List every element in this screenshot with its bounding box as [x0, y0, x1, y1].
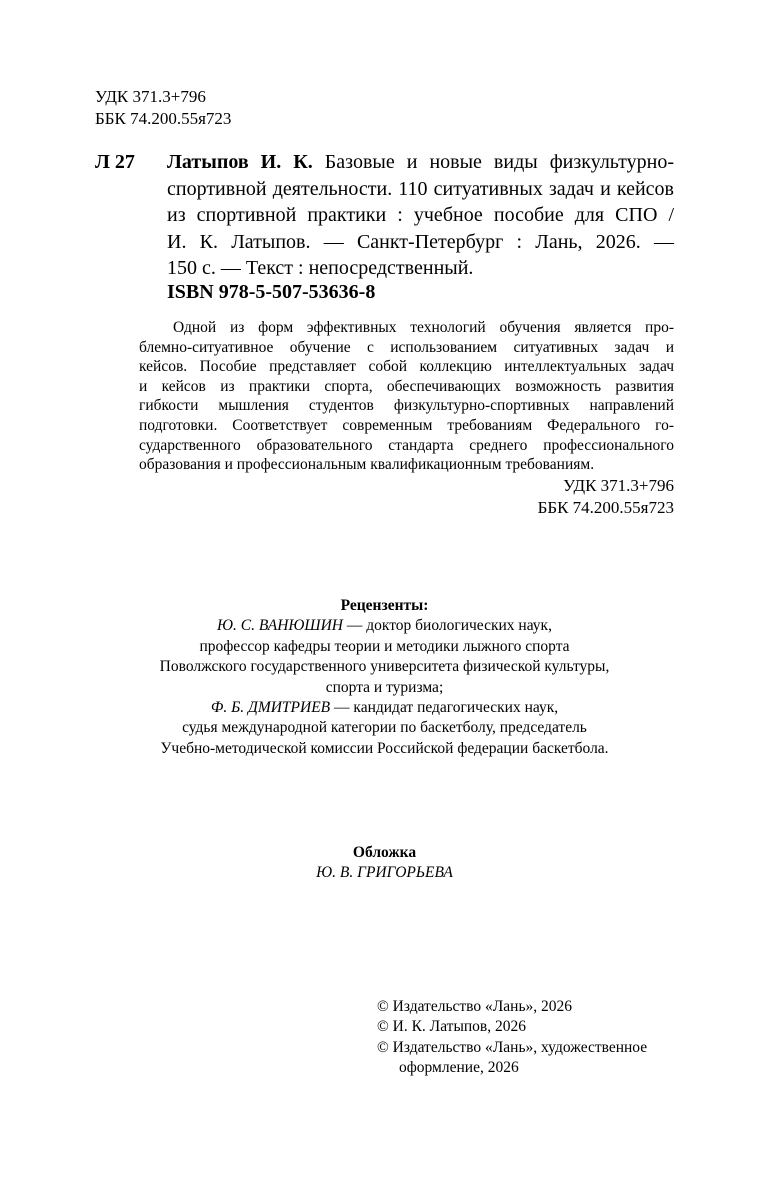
annotation-line: подготовки. Соответствует современным требованиям Федерального го-: [139, 416, 674, 434]
bibliographic-entry: [167, 149, 674, 282]
copyright-line: оформление, 2026: [399, 1059, 519, 1077]
entry-line: 150 с. — Текст : непосредственный.: [167, 257, 474, 279]
reviewer-1-detail: Поволжского государственного университета физической культуры,: [159, 658, 610, 676]
header-udk: УДК 371.3+796: [95, 87, 206, 106]
reviewer-1-detail: спорта и туризма;: [325, 678, 444, 696]
reviewers-block: [95, 596, 674, 759]
reviewer-2-line: [95, 698, 674, 718]
reviewers-heading: Рецензенты:: [340, 597, 429, 614]
cutter-number: Л 27: [95, 151, 135, 173]
reviewer-1-detail: профессор кафедры теории и методики лыжного спорта: [199, 637, 570, 655]
reviewer-1-line: [95, 616, 674, 636]
footer-classification-codes: [538, 475, 674, 519]
entry-line: И. К. Латыпов. — Санкт-Петербург : Лань, 2026. —: [167, 230, 674, 253]
annotation-line: блемно-ситуативное обучение с использованием ситуативных задач и: [139, 338, 674, 356]
annotation-line: Одной из форм эффективных технологий обучения является про-: [173, 319, 674, 336]
header-bbk: ББК 74.200.55я723: [95, 109, 232, 128]
copyright-notices: [377, 997, 677, 1079]
footer-udk: УДК 371.3+796: [563, 476, 674, 495]
entry-line-text: Базовые и новые виды физкультурно-: [324, 151, 675, 173]
entry-author: Латыпов И. К.: [167, 151, 313, 173]
annotation-line: образования и профессиональным квалификационным требованиям.: [139, 456, 595, 474]
isbn: ISBN 978-5-507-53636-8: [167, 281, 376, 303]
reviewer-2-name: Ф. Б. ДМИТРИЕВ: [210, 699, 331, 717]
copyright-line: © И. К. Латыпов, 2026: [377, 1018, 526, 1036]
reviewer-2-detail: судья международной категории по баскетболу, председатель: [182, 719, 587, 737]
reviewer-2-degree: — кандидат педагогических наук,: [330, 699, 559, 717]
annotation: [139, 318, 674, 475]
reviewer-1-name: Ю. С. ВАНЮШИН: [217, 617, 343, 635]
annotation-line: и кейсов из практики спорта, обеспечивающих возможность развития: [139, 377, 674, 395]
annotation-line: сударственного образовательного стандарта среднего профессионального: [139, 436, 674, 454]
cover-credit: [95, 843, 674, 884]
cover-designer: Ю. В. ГРИГОРЬЕВА: [316, 864, 453, 882]
entry-line: спортивной деятельности. 110 ситуативных задач и кейсов: [167, 177, 674, 200]
annotation-line: гибкости мышления студентов физкультурно-спортивных направлений: [139, 397, 674, 415]
copyright-line: © Издательство «Лань», 2026: [377, 998, 573, 1015]
reviewer-1-degree: — доктор биологических наук,: [342, 617, 552, 635]
header-classification-codes: [95, 86, 231, 130]
copyright-line: © Издательство «Лань», художественное: [377, 1038, 648, 1056]
annotation-line: кейсов. Пособие представляет собой коллекцию интеллектуальных задач: [139, 358, 674, 376]
cover-heading: Обложка: [352, 844, 417, 861]
entry-line: [167, 149, 674, 176]
footer-bbk: ББК 74.200.55я723: [537, 498, 674, 517]
entry-line: из спортивной практики : учебное пособие для СПО /: [167, 204, 674, 226]
reviewer-2-detail: Учебно-методической комиссии Российской федерации баскетбола.: [160, 739, 609, 757]
